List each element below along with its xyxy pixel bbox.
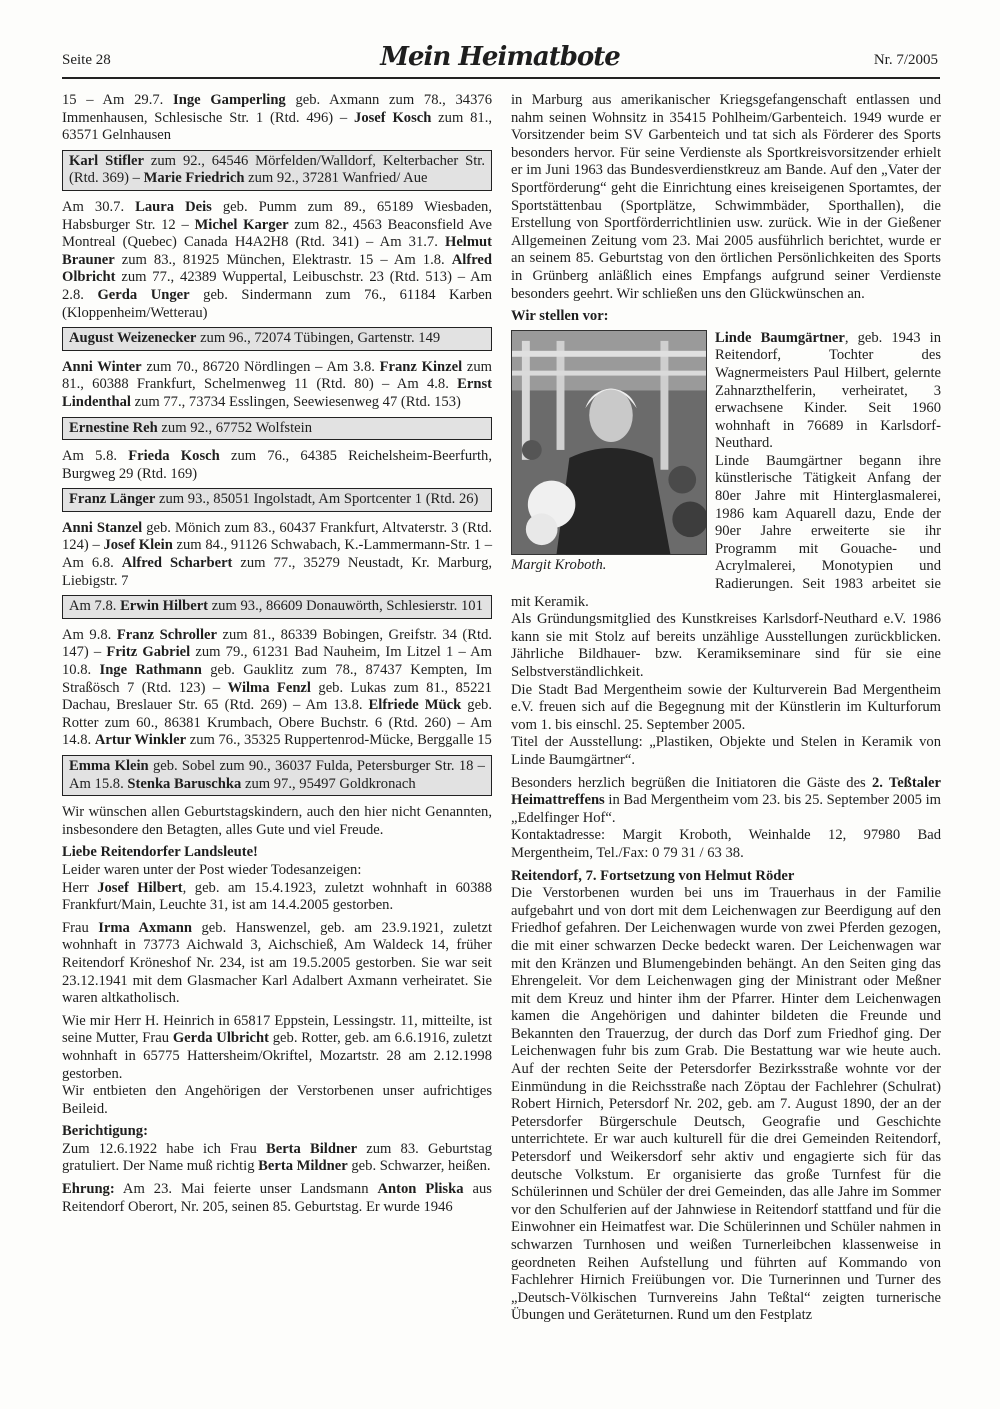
meeting-paragraph: Besonders herzlich begrüßen die Initiatoren die Gäste des 2. Teßtaler Heimattreffens in Bad Mergentheim vom 23. bis 25. September 2005 im „Edelfinger Hof“. <box>511 774 942 826</box>
paragraph: in Marburg aus amerikanischer Kriegsgefangenschaft entlassen und nahm seinen Wohnsitz in 35415 Pohlheim/Garbenteich. 1949 wurde er Vorsitzender beim SV Garbenteich und tat sich als Förderer des Sports besonders hervor. Für seine Verdienste als Sportkreisvorsitzender erhielt er im Juni 1963 das Bundesverdienstkreuz am Bande. Auf den „Vater der Sportförderung“ geht die Einrichtung eines kreiseigenen Sportamtes, der Sportstättenbau (Sportplätze, Schwimmbäder, Sporthallen), die Erstellung von Sportförderrichtlinien usw. zurück. Wie in der Gießener Allgemeinen Zeitung vom 23. Mai 2005 ausführlich berichtet, wurde er an seinem 85. Geburtstag von den örtlichen Persönlichkeiten des Sports in Grünberg anläßlich eines Empfangs aufgrund seiner Verdienste besonders geehrt. Wir schließen uns den Glückwünschen an. <box>511 92 941 302</box>
section-heading-landsleute: Liebe Reitendorfer Landsleute! <box>62 844 258 861</box>
page-number: Seite 28 <box>62 52 111 68</box>
section-heading-vorstellen: Wir stellen vor: <box>511 308 609 325</box>
birthday-entry: Am 30.7. Laura Deis geb. Pumm zum 89., 65189 Wiesbaden, Habsburger Str. 12 – Michel Karger zum 82., 4563 Beaconsfield Ave Montreal (Quebec) Canada H4A2H8 (Rtd. 341) – Am 31.7. Helmut Brauner zum 83., 81925 München, Elektrastr. 15 – Am 1.8. Alfred Olbricht zum 77., 42389 Wuppertal, Leibuschstr. 23 (Rtd. 513) – Am 2.8. Gerda Unger geb. Sindermann zum 76., 61184 Karben (Kloppenheim/Wetterau) <box>62 198 492 321</box>
section-heading-reitendorf: Reitendorf, 7. Fortsetzung von Helmut Röder <box>511 867 795 884</box>
correction-paragraph: Zum 12.6.1922 habe ich Frau Berta Bildner zum 83. Geburtstag gratuliert. Der Name muß richtig Berta Mildner geb. Schwarzer, heißen. <box>62 1140 492 1175</box>
condolence-paragraph: Wir entbieten den Angehörigen der Verstorbenen unser aufrichtiges Beileid. <box>62 1083 492 1117</box>
masthead-title: Mein Heimatbote <box>380 42 620 72</box>
profile-paragraph: Linde Baumgärtner, geb. 1943 in Reitendorf, Tochter des Wagnermeisters Paul Hilbert, gelernte Zahnarzthelferin, verheiratet, 3 erwachsene Kinder. Seit 1960 wohnhaft in 76689 in Karlsdorf-Neuthard. <box>715 329 941 452</box>
highlight-box: August Weizenecker zum 96., 72074 Tübingen, Gartenstr. 149 <box>62 327 492 351</box>
highlight-box: Ernestine Reh zum 92., 67752 Wolfstein <box>62 417 492 441</box>
highlight-box: Karl Stifler zum 92., 64546 Mörfelden/Walldorf, Kelterbacher Str. (Rtd. 369) – Marie Friedrich zum 92., 37281 Wanfried/ Aue <box>62 150 492 191</box>
left-column <box>62 92 492 1221</box>
contact-paragraph: Kontaktadresse: Margit Kroboth, Weinhalde 12, 97980 Bad Mergentheim, Tel./Fax: 0 79 31 / 63 38. <box>511 827 941 861</box>
exhibition-paragraph: Die Stadt Bad Mergentheim sowie der Kulturverein Bad Mergentheim e.V. freuen sich auf die Begegnung mit der Künstlerin im Kulturforum vom 1. bis einschl. 25. September 2005. <box>511 681 941 733</box>
birthday-entry: 15 – Am 29.7. Inge Gamperling geb. Axmann zum 78., 34376 Immenhausen, Schlesische Str. 1 (Rtd. 496) – Josef Kosch zum 81., 63571 Gelnhausen <box>62 92 492 144</box>
birthday-entry: Anni Winter zum 70., 86720 Nördlingen – Am 3.8. Franz Kinzel zum 81., 60388 Frankfurt, Schelmenweg 11 (Rtd. 80) – Am 4.8. Ernst Lindenthal zum 77., 73734 Esslingen, Seewiesenweg 47 (Rtd. 153) <box>62 358 493 410</box>
section-heading-berichtigung: Berichtigung: <box>62 1123 148 1140</box>
birthday-entry: Anni Stanzel geb. Mönich zum 83., 60437 Frankfurt, Altvaterstr. 3 (Rtd. 124) – Josef Klein zum 84., 91126 Schwabach, K.-Lammermann-Str. 1 – Am 6.8. Alfred Scharbert zum 77., 35279 Neustadt, Kr. Marburg, Liebigstr. 7 <box>62 519 493 589</box>
highlight-box: Franz Länger zum 93., 85051 Ingolstadt, Am Sportcenter 1 (Rtd. 26) <box>62 488 492 512</box>
issue-number: Nr. 7/2005 <box>873 52 938 68</box>
highlight-box: Emma Klein geb. Sobel zum 90., 36037 Fulda, Petersburger Str. 18 – Am 15.8. Stenka Baruschka zum 97., 95497 Goldkronach <box>62 755 492 796</box>
portrait-figure <box>511 330 707 575</box>
profile-paragraph: Als Gründungsmitglied des Kunstkreises Karlsdorf-Neuthard e.V. 1986 kann sie mit Stolz auf bereits unzählige Ausstellungen zurückblicken. Jährliche Bildhauer- bzw. Keramikseminare sind für sie eine Selbstverständlichkeit. <box>511 611 941 680</box>
exhibition-title-paragraph: Titel der Ausstellung: „Plastiken, Objekte und Stelen in Keramik von Linde Baumgärtner“. <box>511 734 941 768</box>
obituary-paragraph: Herr Josef Hilbert, geb. am 15.4.1923, zuletzt wohnhaft in 60388 Frankfurt/Main, Leuchte 31, ist am 14.4.2005 gestorben. <box>62 879 492 914</box>
highlight-box: Am 7.8. Erwin Hilbert zum 93., 86609 Donauwörth, Schlesierstr. 101 <box>62 595 492 619</box>
paragraph: Leider waren unter der Post wieder Todesanzeigen: <box>62 861 362 878</box>
honor-paragraph: Ehrung: Am 23. Mai feierte unser Landsmann Anton Pliska aus Reitendorf Oberort, Nr. 205, seinen 85. Geburtstag. Er wurde 1946 <box>62 1181 492 1215</box>
birthday-entry: Am 5.8. Frieda Kosch zum 76., 64385 Reichelsheim-Beerfurth, Burgweg 29 (Rtd. 169) <box>62 448 492 482</box>
header-rule <box>62 77 940 79</box>
profile-paragraph: Linde Baumgärtner begann ihre künstlerische Tätigkeit Anfang der 80er Jahre mit Hinterglasmalerei, 1986 kam Aquarell dazu, Ende der 90er Jahre erweiterte sie ihr Programm mit Gouache- und Acrylmalerei, Monotypien und Radierungen. Seit 1983 arbeitet sie mit Keramik. <box>511 452 941 610</box>
portrait-photo <box>511 330 707 555</box>
photo-caption: Margit Kroboth. <box>511 556 607 573</box>
wishes-paragraph: Wir wünschen allen Geburtstagskindern, auch den hier nicht Genannten, insbesondere den Betagten, alles Gute und viel Freude. <box>62 804 492 838</box>
obituary-paragraph: Wie mir Herr H. Heinrich in 65817 Eppstein, Lessingstr. 11, mitteilte, ist seine Mutter, Frau Gerda Ulbricht geb. Rotter, geb. am 6.6.1916, zuletzt wohnhaft in 65775 Hattersheim/Okriftel, Mozartstr. 28 am 2.12.1998 gestorben. <box>62 1012 492 1082</box>
birthday-entry: Am 9.8. Franz Schroller zum 81., 86339 Bobingen, Greifstr. 34 (Rtd. 147) – Fritz Gabriel zum 79., 61231 Bad Nauheim, Im Litzel 1 – Am 10.8. Inge Rathmann geb. Gauklitz zum 78., 87437 Kempten, Im Straßösch 7 (Rtd. 123) – Wilma Fenzl geb. Lukas zum 81., 85221 Dachau, Breslauer Str. 65 (Rtd. 269) – Am 13.8. Elfriede Mück geb. Rotter zum 60., 86381 Krumbach, Obere Buchstr. 6 (Rtd. 260) – Am 14.8. Artur Winkler zum 76., 35325 Ruppertenrod-Mücke, Berggalle 15 <box>62 626 493 749</box>
story-paragraph: Die Verstorbenen wurden bei uns im Trauerhaus in der Familie aufgebahrt und von dort mit dem Leichenwagen zur Beerdigung auf den Friedhof gefahren. Der Leichenwagen wurde von zwei Pferden gezogen, die mit einer schwarzen Decke bedeckt waren. Der Leichenwagen war mit den Kränzen und Blumengebinden behängt. An den Seiten ging das Ehrengeleit. Vor dem Leichenwagen ging der Ministrant oder Meßner mit dem Kreuz und hinter ihm der Pfarrer. Hinter dem Leichenwagen kamen die Angehörigen und dahinter bildeten die Freunde und Bekannten den Trauerzug, der durch das Dorf zum Friedhof ging. Der Leichenwagen fuhr bis zum Grab. Die Bestattung war wie heute auch. Auf der rechten Seite der Petersdorfer Bezirksstraße wohnte vor der Einmündung in die Reichsstraße nach Zöptau der Fachlehrer (Schulrat) Robert Hirnich, Petersdorf Nr. 202, geb. am 7. August 1890, der an der Petersdorfer Bürgerschule Deutsch, Geografie und Geschichte unterrichtete. Er war auch kulturell für die drei Gemeinden Reitendorf, Petersdorf und Weikersdorf sehr aktiv und engagierte sich für das deutsche Volkstum. Er organisierte das große Turnfest für die Schülerinnen und Schüler der drei Gemeinden, das alle Jahre im Sommer vor den Schulferien auf der Jahnwiese in Reitendorf stattfand und für die Einwohner ein Heimatfest war. Die Schülerinnen und Schüler nahmen in schwarzen Turnhosen und weißen Turnerleibchen klassenweise in geordneten Reihen Aufstellung und führten auf Kommando von Fachlehrer Hirnich Freiübungen vor. Die Turnerinnen und Turner des „Deutsch-Völkischen Turnvereins Jahn Teßtal“ zeigten turnerische Übungen und Geräteturnen. Rund um den Festplatz <box>511 885 941 1324</box>
obituary-paragraph: Frau Irma Axmann geb. Hanswenzel, geb. am 23.9.1921, zuletzt wohnhaft in 73773 Aichwald 3, Aichschieß, Am Waldeck 14, früher Reitendorf Kröneshof Nr. 234, ist am 19.5.2005 gestorben. Sie war seit 23.12.1941 mit dem Glasmacher Karl Adalbert Axmann verheiratet. Sie waren altkatholisch. <box>62 919 492 1007</box>
right-column <box>511 92 941 1330</box>
